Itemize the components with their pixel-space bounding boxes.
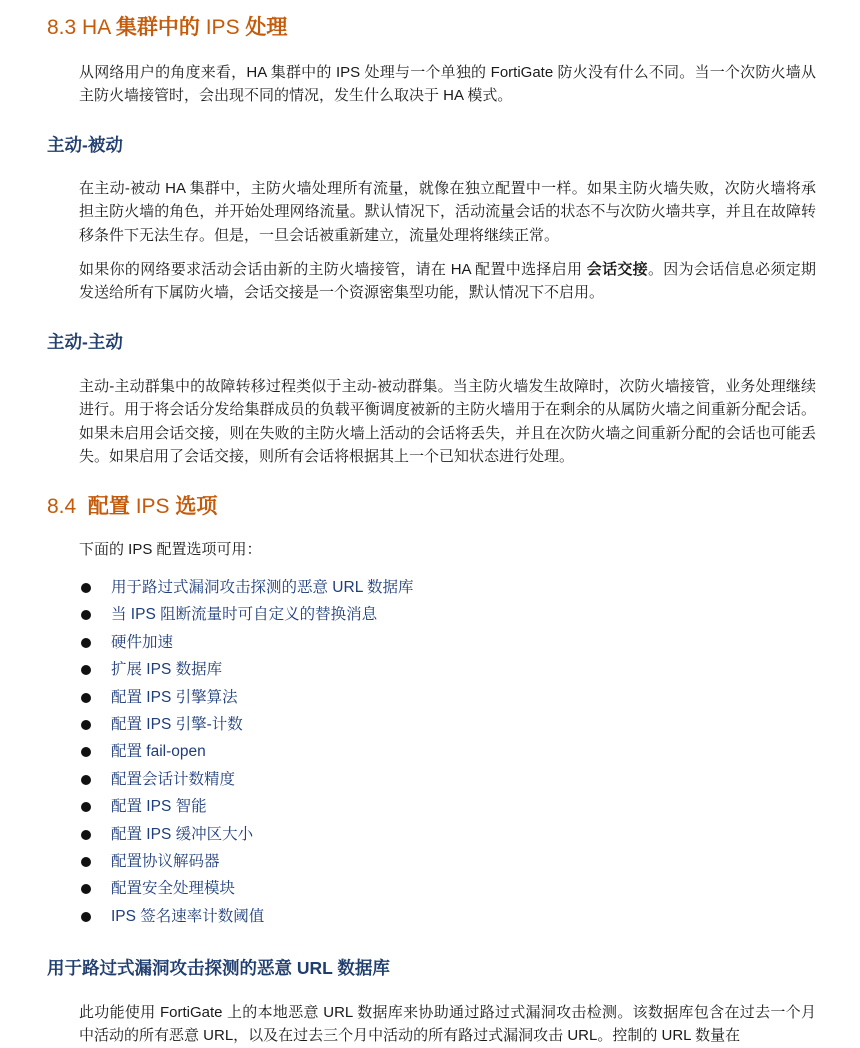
ips-options-list: [79, 577, 414, 933]
option-signature-rate-threshold[interactable]: IPS 签名速率计数阈值: [79, 906, 414, 933]
section-8-3-heading: 8.3 HA 集群中的 IPS 处理: [47, 16, 288, 39]
option-engine-algorithm[interactable]: 配置 IPS 引擎算法: [79, 687, 414, 714]
bullet-icon: [81, 884, 91, 894]
section-8-4-intro: 下面的 IPS 配置选项可用：: [79, 541, 262, 558]
section-8-3-intro: 从网络用户的角度来看，HA 集群中的 IPS 处理与一个单独的 FortiGate 防火没有什么不同。当一个次防火墙从主防火墙接管时，会出现不同的情况，发生什么取决于 HA 模式。: [79, 64, 816, 105]
bullet-icon: [81, 857, 91, 867]
option-hardware-acceleration[interactable]: 硬件加速: [79, 632, 414, 659]
bullet-icon: [81, 720, 91, 730]
option-engine-count[interactable]: 配置 IPS 引擎-计数: [79, 714, 414, 741]
option-ips-intelligence[interactable]: 配置 IPS 智能: [79, 796, 414, 823]
option-replacement-message[interactable]: 当 IPS 阻断流量时可自定义的替换消息: [79, 604, 414, 631]
bullet-icon: [81, 583, 91, 593]
bullet-icon: [81, 693, 91, 703]
active-passive-heading: 主动-被动: [47, 135, 123, 155]
option-protocol-decoders[interactable]: 配置协议解码器: [79, 851, 414, 878]
bullet-icon: [81, 912, 91, 922]
malicious-url-heading: 用于路过式漏洞攻击探测的恶意 URL 数据库: [47, 958, 390, 978]
bullet-icon: [81, 775, 91, 785]
bullet-icon: [81, 610, 91, 620]
bullet-icon: [81, 802, 91, 812]
section-8-4-heading: 8.4 配置 IPS 选项: [47, 495, 218, 518]
active-passive-paragraph-1: 在主动-被动 HA 集群中，主防火墙处理所有流量，就像在独立配置中一样。如果主防火墙失败，次防火墙将承担主防火墙的角色，并开始处理网络流量。默认情况下，活动流量会话的状态不与次防火墙共享，并且在故障转移条件下无法生存。但是，一旦会话被重新建立，流量处理将继续正常。: [79, 180, 816, 244]
option-security-processing[interactable]: 配置安全处理模块: [79, 878, 414, 905]
active-active-heading: 主动-主动: [47, 332, 123, 352]
bullet-icon: [81, 830, 91, 840]
active-passive-paragraph-2: 如果你的网络要求活动会话由新的主防火墙接管，请在 HA 配置中选择启用 会话交接。因为会话信息必须定期发送给所有下属防火墙，会话交接是一个资源密集型功能，默认情况下不启用。: [79, 261, 816, 302]
session-handover-term: 会话交接: [586, 261, 648, 278]
option-malicious-url-db[interactable]: 用于路过式漏洞攻击探测的恶意 URL 数据库: [79, 577, 414, 604]
option-fail-open[interactable]: 配置 fail-open: [79, 741, 414, 768]
option-buffer-size[interactable]: 配置 IPS 缓冲区大小: [79, 824, 414, 851]
bullet-icon: [81, 747, 91, 757]
option-extended-ips-db[interactable]: 扩展 IPS 数据库: [79, 659, 414, 686]
malicious-url-paragraph: 此功能使用 FortiGate 上的本地恶意 URL 数据库来协助通过路过式漏洞攻击检测。该数据库包含在过去一个月中活动的所有恶意 URL，以及在过去三个月中活动的所有路过式漏洞攻击 URL。控制的 URL 数量在: [79, 1004, 816, 1045]
bullet-icon: [81, 665, 91, 675]
bullet-icon: [81, 638, 91, 648]
active-active-paragraph: 主动-主动群集中的故障转移过程类似于主动-被动群集。当主防火墙发生故障时，次防火墙接管，业务处理继续进行。用于将会话分发给集群成员的负载平衡调度被新的主防火墙用于在剩余的从属防火墙之间重新分配会话。如果未启用会话交接，则在失败的主防火墙上活动的会话将丢失，并且在次防火墙之间重新分配的会话也可能丢失。如果启用了会话交接，则所有会话将根据其上一个已知状态进行处理。: [79, 378, 816, 465]
option-session-count-accuracy[interactable]: 配置会话计数精度: [79, 769, 414, 796]
